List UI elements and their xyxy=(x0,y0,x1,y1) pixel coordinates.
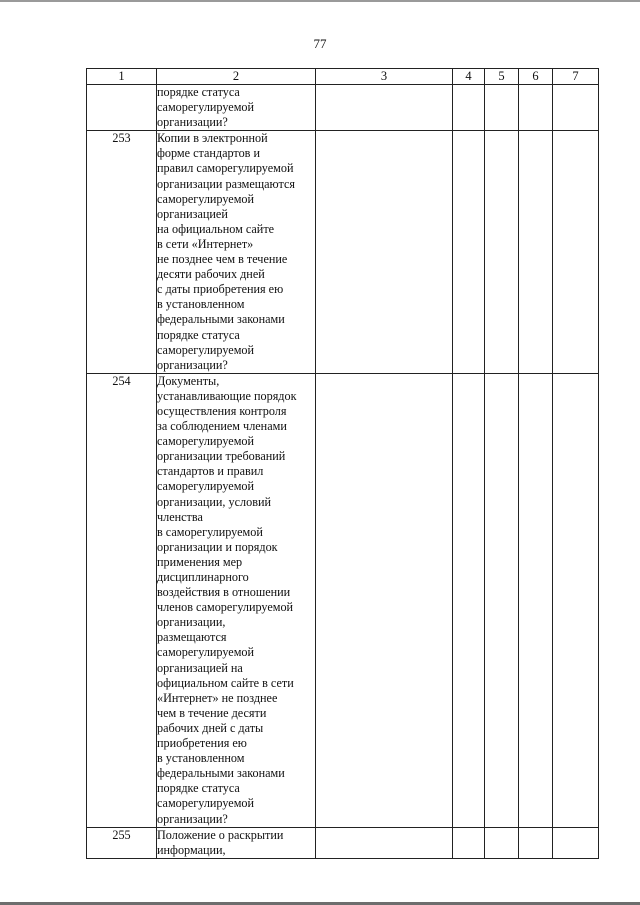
cell-column-5 xyxy=(485,131,519,374)
table-header xyxy=(87,69,599,85)
question-text-line: саморегулируемой xyxy=(157,342,255,357)
question-text-line: федеральными законами xyxy=(157,312,285,327)
question-text-line: с даты приобретения ею xyxy=(157,282,284,297)
question-text-line: членства xyxy=(157,509,203,524)
column-header-6: 6 xyxy=(519,69,553,85)
question-text-line: правил саморегулируемой xyxy=(157,161,294,176)
cell-column-3 xyxy=(316,85,453,131)
question-text xyxy=(157,827,316,858)
table-row xyxy=(87,373,599,827)
question-text-line: размещаются xyxy=(157,630,227,645)
table-row xyxy=(87,131,599,374)
question-text-line: саморегулируемой xyxy=(157,645,255,660)
question-text-line: устанавливающие порядок xyxy=(157,388,297,403)
cell-column-3 xyxy=(316,373,453,827)
question-text-line: в сети «Интернет» xyxy=(157,236,254,251)
table-row xyxy=(87,85,599,131)
question-text-line: применения мер xyxy=(157,554,243,569)
cell-column-3 xyxy=(316,827,453,858)
question-text-line: организации? xyxy=(157,357,228,372)
column-header-7: 7 xyxy=(553,69,599,85)
row-number xyxy=(87,85,157,131)
question-text-line: в саморегулируемой xyxy=(157,524,263,539)
cell-column-4 xyxy=(453,131,485,374)
cell-column-3 xyxy=(316,131,453,374)
question-text-line: организации, условий xyxy=(157,494,272,509)
question-text-line: саморегулируемой xyxy=(157,434,255,449)
cell-column-4 xyxy=(453,373,485,827)
cell-column-4 xyxy=(453,827,485,858)
question-text-line: не позднее чем в течение xyxy=(157,252,288,267)
question-text-line: организации? xyxy=(157,115,228,130)
question-text xyxy=(157,131,316,374)
question-text-line: организации? xyxy=(157,811,228,826)
question-text-line: саморегулируемой xyxy=(157,191,255,206)
row-number: 255 xyxy=(87,827,157,858)
cell-column-5 xyxy=(485,827,519,858)
question-text-line: рабочих дней с даты xyxy=(157,720,264,735)
question-text-line: форме стандартов и xyxy=(157,146,261,161)
cell-column-7 xyxy=(553,85,599,131)
cell-column-5 xyxy=(485,85,519,131)
question-text-line: приобретения ею xyxy=(157,736,247,751)
row-number: 253 xyxy=(87,131,157,374)
question-text-line: Документы, xyxy=(157,373,220,388)
question-text-line: в установленном xyxy=(157,297,245,312)
question-text-line: стандартов и правил xyxy=(157,464,264,479)
column-header-2: 2 xyxy=(157,69,316,85)
cell-column-6 xyxy=(519,373,553,827)
question-text-line: дисциплинарного xyxy=(157,570,249,584)
cell-column-7 xyxy=(553,373,599,827)
question-text-line: организацией xyxy=(157,206,228,221)
question-text-line: организации размещаются xyxy=(157,176,295,191)
header-row xyxy=(87,69,599,85)
checklist-table xyxy=(86,68,599,859)
question-text-line: организацией на xyxy=(157,660,243,675)
scan-top-edge xyxy=(0,0,640,2)
column-header-4: 4 xyxy=(453,69,485,85)
question-text-line: организации требований xyxy=(157,449,286,464)
cell-column-6 xyxy=(519,827,553,858)
column-header-1: 1 xyxy=(87,69,157,85)
question-text-line: воздействия в отношении xyxy=(157,585,291,600)
question-text-line: осуществления контроля xyxy=(157,403,287,418)
table-body xyxy=(87,85,599,859)
question-text-line: саморегулируемой xyxy=(157,479,255,494)
question-text-line: Копии в электронной xyxy=(157,131,268,146)
question-text-line: официальном сайте в сети xyxy=(157,675,294,690)
table-row xyxy=(87,827,599,858)
question-text-line: федеральными законами xyxy=(157,766,285,781)
question-text-line: десяти рабочих дней xyxy=(157,267,265,282)
question-text-line: саморегулируемой xyxy=(157,100,255,115)
question-text-line: за соблюдением членами xyxy=(157,419,287,434)
cell-column-6 xyxy=(519,85,553,131)
question-text xyxy=(157,373,316,827)
question-text-line: организации, xyxy=(157,615,226,630)
question-text xyxy=(157,85,316,131)
question-text-line: порядке статуса xyxy=(157,781,240,796)
cell-column-7 xyxy=(553,131,599,374)
cell-column-4 xyxy=(453,85,485,131)
question-text-line: в установленном xyxy=(157,751,245,766)
question-text-line: на официальном сайте xyxy=(157,221,275,236)
question-text-line: «Интернет» не позднее xyxy=(157,690,278,705)
question-text-line: порядке статуса xyxy=(157,327,240,342)
question-text-line: членов саморегулируемой xyxy=(157,600,294,615)
question-text-line: порядке статуса xyxy=(157,85,240,99)
page-number: 77 xyxy=(313,36,327,51)
cell-column-6 xyxy=(519,131,553,374)
column-header-3: 3 xyxy=(316,69,453,85)
question-text-line: информации, xyxy=(157,842,226,857)
cell-column-7 xyxy=(553,827,599,858)
row-number: 254 xyxy=(87,373,157,827)
question-text-line: Положение о раскрытии xyxy=(157,827,284,842)
question-text-line: организации и порядок xyxy=(157,539,278,554)
question-text-line: чем в течение десяти xyxy=(157,705,267,720)
cell-column-5 xyxy=(485,373,519,827)
column-header-5: 5 xyxy=(485,69,519,85)
question-text-line: саморегулируемой xyxy=(157,796,255,811)
